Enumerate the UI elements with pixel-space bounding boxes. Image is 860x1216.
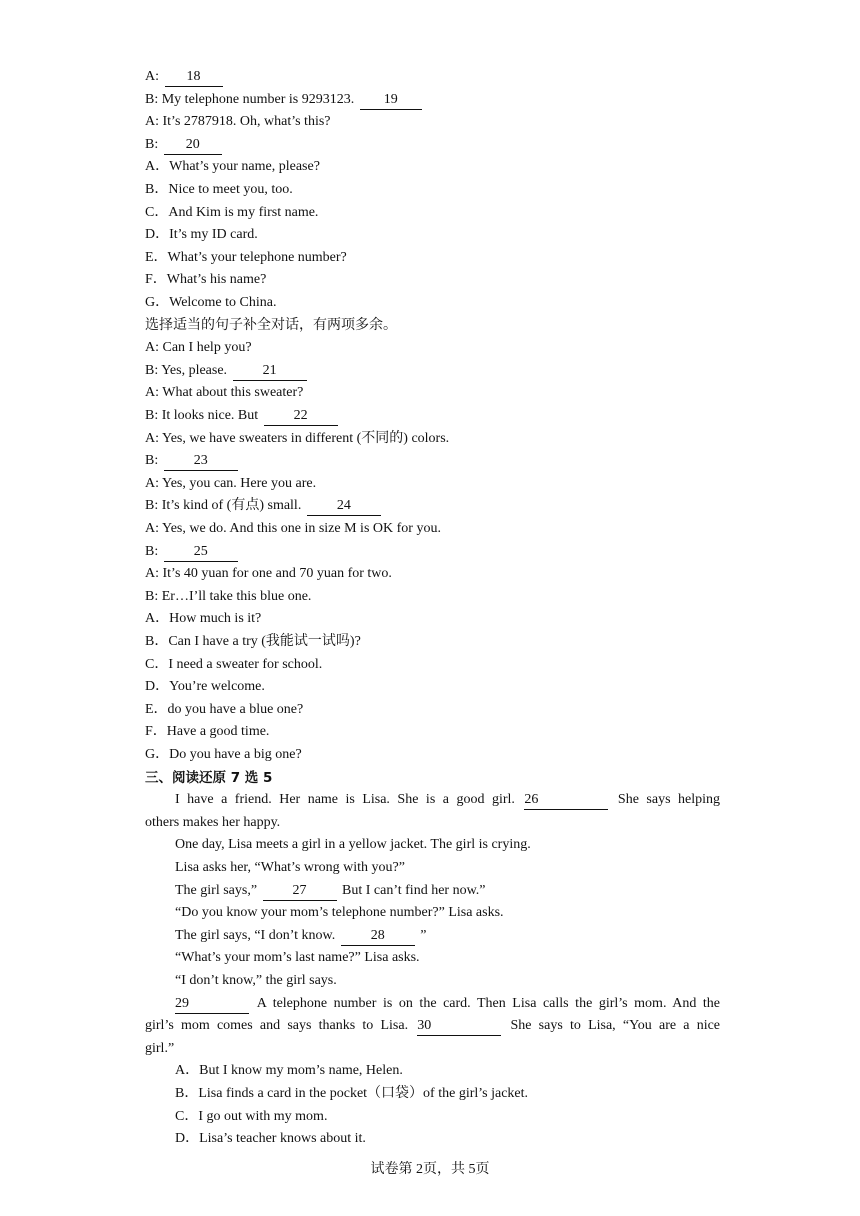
dialog-line [145, 360, 720, 383]
option-item: E．What’s your telephone number? [145, 249, 347, 265]
line-text: B: It looks nice. But [145, 408, 259, 423]
passage-line [175, 925, 720, 948]
answer-blank-30: 30 [417, 1018, 501, 1036]
option-item: A．How much is it? [145, 611, 262, 627]
section-instruction: 选择适当的句子补全对话，有两项多余。 [145, 317, 397, 333]
passage-line [175, 993, 720, 1016]
line-text: But I can’t find her now.” [342, 882, 486, 898]
line-text: She says to Lisa, “You are a nice [510, 1018, 720, 1034]
answer-blank-23: 23 [164, 453, 238, 471]
dialog-line [145, 450, 720, 473]
line-text: B: [145, 453, 159, 469]
option-item: F．Have a good time. [145, 724, 270, 740]
option-item: B．Lisa finds a card in the pocket（口袋）of the girl’s jacket. [175, 1086, 529, 1101]
option-item: F．What’s his name? [145, 272, 267, 288]
answer-blank-24: 24 [307, 498, 381, 516]
option-item: B．Nice to meet you, too. [145, 182, 293, 197]
dialog-line [145, 405, 720, 428]
answer-blank-20: 20 [164, 137, 222, 155]
line-text: ” [420, 927, 427, 943]
passage-line: One day, Lisa meets a girl in a yellow jacket. The girl is crying. [175, 837, 531, 853]
line-text: B: [145, 136, 159, 152]
line-text: B: [145, 543, 159, 559]
dialog-line [145, 66, 720, 89]
option-item: B．Can I have a try (我能试一试吗)? [145, 634, 361, 649]
dialog-line: A: What about this sweater? [145, 385, 304, 401]
dialog-line [145, 541, 720, 564]
line-text: B: My telephone number is 9293123. [145, 91, 355, 107]
passage-line: “I don’t know,” the girl says. [175, 973, 337, 988]
option-item: C．I go out with my mom. [175, 1108, 328, 1124]
page-footer: 试卷第 2页，共 5页 [370, 1162, 490, 1177]
answer-blank-26: 26 [524, 792, 608, 810]
line-text: The girl says, “I don’t know. [175, 927, 336, 943]
passage-line: Lisa asks her, “What’s wrong with you?” [175, 860, 405, 875]
option-item: D．Lisa’s teacher knows about it. [175, 1131, 366, 1147]
dialog-line [145, 495, 720, 518]
answer-blank-28: 28 [341, 928, 415, 946]
line-text: The girl says,” [175, 882, 258, 898]
dialog-line: A: Yes, we have sweaters in different (不同的) colors. [145, 430, 450, 446]
section-heading: 三、阅读还原 7 选 5 [145, 769, 273, 786]
answer-blank-29: 29 [175, 996, 249, 1014]
dialog-line [145, 134, 720, 157]
dialog-line: B: Er…I’ll take this blue one. [145, 588, 312, 604]
answer-blank-22: 22 [264, 408, 338, 426]
line-text: She says helping [617, 792, 720, 808]
dialog-line: A: It’s 40 yuan for one and 70 yuan for two. [145, 566, 392, 582]
line-text: girl’s mom comes and says thanks to Lisa. [145, 1018, 409, 1034]
line-text: I have a friend. Her name is Lisa. She is a good girl. [175, 792, 515, 808]
answer-blank-25: 25 [164, 544, 238, 562]
option-item: E．do you have a blue one? [145, 701, 304, 717]
answer-blank-21: 21 [233, 363, 307, 381]
option-item: D．You’re welcome. [145, 679, 265, 695]
option-item: C．And Kim is my first name. [145, 204, 319, 220]
line-text: A: [145, 69, 159, 84]
option-item: A．What’s your name, please? [145, 159, 320, 175]
option-item: G．Welcome to China. [145, 295, 277, 310]
line-text: A telephone number is on the card. Then Lisa calls the girl’s mom. And the [256, 995, 720, 1011]
answer-blank-27: 27 [263, 883, 337, 901]
passage-line: girl.” [145, 1040, 175, 1056]
passage-line [175, 880, 720, 903]
passage-line [175, 789, 720, 812]
dialog-line: A: It’s 2787918. Oh, what’s this? [145, 114, 331, 130]
option-item: A．But I know my mom’s name, Helen. [175, 1063, 403, 1079]
passage-line: others makes her happy. [145, 814, 281, 830]
dialog-line: A: Yes, we do. And this one in size M is OK for you. [145, 521, 441, 536]
answer-blank-18: 18 [165, 69, 223, 87]
line-text: B: Yes, please. [145, 362, 228, 378]
answer-blank-19: 19 [360, 92, 422, 110]
passage-line [145, 1015, 720, 1038]
option-item: C．I need a sweater for school. [145, 656, 323, 672]
option-item: G．Do you have a big one? [145, 747, 302, 762]
dialog-line: A: Can I help you? [145, 340, 252, 356]
line-text: B: It’s kind of (有点) small. [145, 498, 302, 514]
passage-line: “What’s your mom’s last name?” Lisa asks. [175, 950, 420, 966]
option-item: D．It’s my ID card. [145, 227, 258, 243]
dialog-line: A: Yes, you can. Here you are. [145, 475, 317, 491]
dialog-line [145, 89, 720, 112]
passage-line: “Do you know your mom’s telephone number?” Lisa asks. [175, 905, 504, 921]
